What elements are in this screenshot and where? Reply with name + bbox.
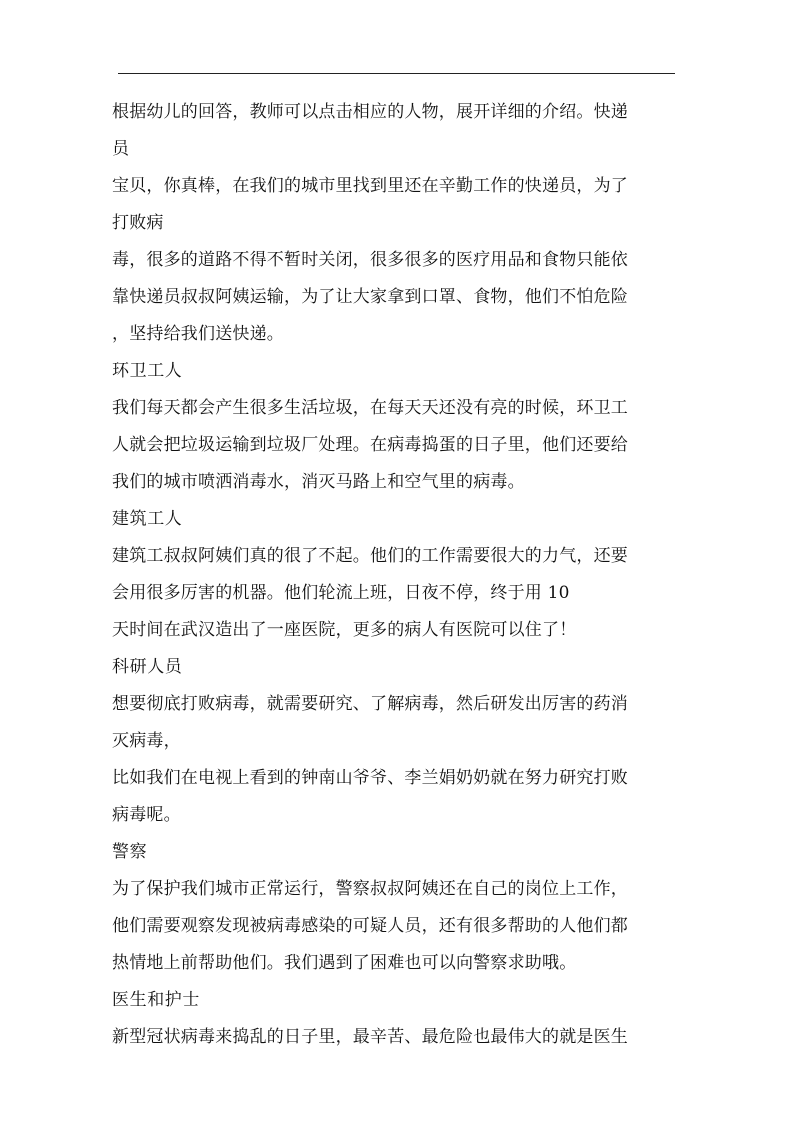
text-line: 员 xyxy=(112,139,130,159)
text-line: 他们需要观察发现被病毒感染的可疑人员，还有很多帮助的人他们都 xyxy=(112,916,628,936)
text-line: 根据幼儿的回答，教师可以点击相应的人物，展开详细的介绍。快递 xyxy=(112,102,628,122)
text-line: 天时间在武汉造出了一座医院，更多的病人有医院可以住了！ xyxy=(112,620,577,640)
section-heading-doctors-and-nurses: 医生和护士 xyxy=(112,990,200,1010)
text-line: 毒，很多的道路不得不暂时关闭，很多很多的医疗用品和食物只能依 xyxy=(112,250,628,270)
text-line: 新型冠状病毒来捣乱的日子里，最辛苦、最危险也最伟大的就是医生 xyxy=(112,1027,628,1047)
text-line: 宝贝，你真棒，在我们的城市里找到里还在辛勤工作的快递员，为了 xyxy=(112,176,628,196)
text-line: 靠快递员叔叔阿姨运输，为了让大家拿到口罩、食物，他们不怕危险 xyxy=(112,287,628,307)
text-line: 人就会把垃圾运输到垃圾厂处理。在病毒捣蛋的日子里，他们还要给 xyxy=(112,435,628,455)
text-line: 建筑工叔叔阿姨们真的很了不起。他们的工作需要很大的力气，还要 xyxy=(112,546,628,566)
text-line: 打败病 xyxy=(112,213,164,233)
text-line: 想要彻底打败病毒，就需要研究、了解病毒，然后研发出厉害的药消 xyxy=(112,694,628,714)
text-line: 比如我们在电视上看到的钟南山爷爷、李兰娟奶奶就在努力研究打败 xyxy=(112,768,628,788)
body-text xyxy=(112,94,692,1056)
text-line: ，坚持给我们送快递。 xyxy=(112,324,284,344)
text-line: 病毒呢。 xyxy=(112,805,181,825)
text-line: 热情地上前帮助他们。我们遇到了困难也可以向警察求助哦。 xyxy=(112,953,577,973)
text-line: 会用很多厉害的机器。他们轮流上班，日夜不停，终于用 10 xyxy=(112,583,570,603)
section-heading-sanitation-workers: 环卫工人 xyxy=(112,361,183,381)
section-heading-researchers: 科研人员 xyxy=(112,657,183,677)
section-heading-construction-workers: 建筑工人 xyxy=(112,509,183,529)
text-line: 为了保护我们城市正常运行，警察叔叔阿姨还在自己的岗位上工作， xyxy=(112,879,628,899)
header-rule xyxy=(118,73,675,74)
text-line: 灭病毒， xyxy=(112,731,181,751)
text-line: 我们的城市喷洒消毒水，消灭马路上和空气里的病毒。 xyxy=(112,472,525,492)
text-line: 我们每天都会产生很多生活垃圾，在每天天还没有亮的时候，环卫工 xyxy=(112,398,628,418)
section-heading-police: 警察 xyxy=(112,842,148,862)
